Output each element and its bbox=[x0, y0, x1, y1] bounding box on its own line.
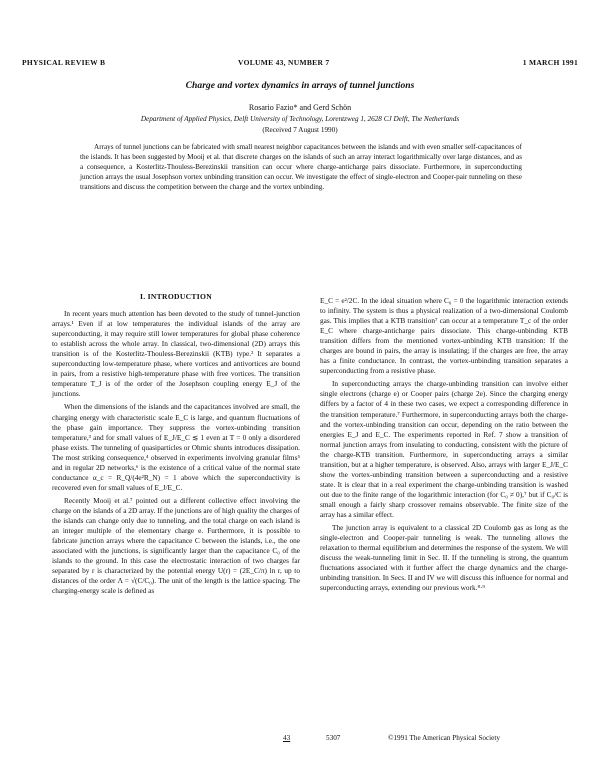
right-column bbox=[320, 296, 568, 596]
footer-volume: 43 bbox=[283, 734, 291, 742]
left-column bbox=[52, 292, 300, 599]
volume-number: VOLUME 43, NUMBER 7 bbox=[238, 58, 330, 67]
running-header bbox=[22, 58, 578, 70]
paragraph: E_C = e²/2C. In the ideal situation where C₀ = 0 the logarithmic interaction extends to infinity. The system is thus a physical realization of a two-dimensional Coulomb gas. This implies that a KTB transition⁷ can occur at a temperature T_c of the order E_C where charge-anticharge pairs dissociate. This charge-unbinding KTB transition differs from the mentioned vortex-unbinding KTB transition: If the charges are bound in pairs, the array is insulating; if the charges are free, the array has a finite conductance. In contrast, the vortex-unbinding transition separates a superconducting from a resistive phase. bbox=[320, 296, 568, 376]
abstract: Arrays of tunnel junctions can be fabricated with small nearest neighbor capacitances between the islands and with even smaller self-capacitances of the islands. It has been suggested by Mooij et al. that discrete charges on the islands of such an array interact logarithmically over large distances, and as a consequence, a Kosterlitz-Thouless-Berezinskii transition can occur where charge-anticharge pairs dissociate. Furthermore, in superconducting junction arrays the usual Josephson vortex unbinding transition can occur. We investigate the effect of single-electron and Cooper-pair tunneling on these transitions and discuss the competition between the charge and the vortex unbinding. bbox=[80, 143, 522, 191]
journal-name: PHYSICAL REVIEW B bbox=[22, 58, 106, 67]
paragraph: Recently Mooij et al.⁷ pointed out a different collective effect involving the charge on the islands of a 2D array. If the junctions are of high quality the charges of the islands can change only due to tunneling, and the total charge on each island is an integer multiple of the elementary charge e. Furthermore, it is possible to fabricate junction arrays where the capacitance C between the islands, i.e., the one associated with the junctions, is significantly larger than the capacitance C₀ of the islands to the ground. In this case the electrostatic interaction of two charges far separated by r is characterized by the potential energy U(r) = (2E_C/π) ln r, up to distances of the order Λ = √(C/C₀). The unit of the length is the lattice spacing. The charging-energy scale is defined as bbox=[52, 495, 300, 596]
page-footer bbox=[0, 734, 600, 746]
authors: Rosario Fazio* and Gerd Schön bbox=[248, 103, 352, 112]
paper-title: Charge and vortex dynamics in arrays of tunnel junctions bbox=[185, 80, 415, 91]
issue-date: 1 MARCH 1991 bbox=[522, 58, 578, 67]
page-number: 5307 bbox=[326, 734, 341, 742]
paragraph: In recent years much attention has been devoted to the study of tunnel-junction arrays.¹ Even if at low temperatures the individual islands of the array are superconducting, it may require still lower temperatures for global phase coherence to establish across the whole array. In classical, two-dimensional (2D) arrays this transition is of the Kosterlitz-Thouless-Berezinskii (KTB) type.² It separates a superconducting low-temperature phase, where vortices and antivortices are bound in pairs, from a resistive high-temperature phase with free vortices. The transition temperature T_J is of the order of the Josephson coupling energy E_J of the junctions. bbox=[52, 309, 300, 399]
paragraph: When the dimensions of the islands and the capacitances involved are small, the charging energy with characteristic scale E_C is large, and quantum fluctuations of the phase gain importance. They suppress the vortex-unbinding transition temperature,³ and for small values of E_J/E_C ≲ 1 even at T = 0 only a disordered phase exists. The tunneling of quasiparticles or Ohmic shunts introduces dissipation. The most striking consequence,⁴ observed in experiments involving granular films⁵ and in regular 2D networks,⁶ is the existence of a critical value of the normal state conductance α_c = R_Q/(4e²R_N) = 1 above which the superconductivity is recovered even for small values of E_J/E_C. bbox=[52, 402, 300, 492]
affiliation: Department of Applied Physics, Delft University of Technology, Lorentzweg 1, 2628 CJ Delft, The Netherlands bbox=[140, 115, 460, 123]
paragraph: The junction array is equivalent to a classical 2D Coulomb gas as long as the single-electron and Cooper-pair tunneling is weak. The tunneling allows the relaxation to thermal equilibrium and determines the response of the system. We will discuss the weak-tunneling limit in Sec. II. If the tunneling is strong, the quantum fluctuations associated with it further affect the charge dynamics and the charge-unbinding transition. In Secs. II and IV we will discuss this influence for normal and superconducting arrays, extending our previous work.⁸·⁹ bbox=[320, 523, 568, 593]
section-heading: I. INTRODUCTION bbox=[139, 292, 212, 301]
copyright: ©1991 The American Physical Society bbox=[388, 734, 500, 742]
paragraph: In superconducting arrays the charge-unbinding transition can involve either single electrons (charge e) or Cooper pairs (charge 2e). Since the charging energy differs by a factor of 4 in these two cases, we expect a corresponding difference in the transition temperature.⁷ Furthermore, in superconducting arrays both the charge- and the vortex-unbinding transition can occur, depending on the ratio between the energies E_J and E_C. The experiments reported in Ref. 7 show a transition of normal junction arrays from insulating to conducting, consistent with the picture of the charge-KTB transition. Furthermore, in superconducting arrays a similar transition, but at a higher temperature, is observed. Also, arrays with larger E_J/E_C show the vortex-unbinding transition between a superconducting and a resistive state. It is clear that in a real experiment the charge-unbinding transition is washed out due to the finite range of the logarithmic interaction (for C₀ ≠ 0),⁷ but if C₀/C is small enough a fairly sharp crossover remains observable. The finite size of the array has a similar effect. bbox=[320, 379, 568, 519]
received-date: (Received 7 August 1990) bbox=[262, 126, 338, 134]
